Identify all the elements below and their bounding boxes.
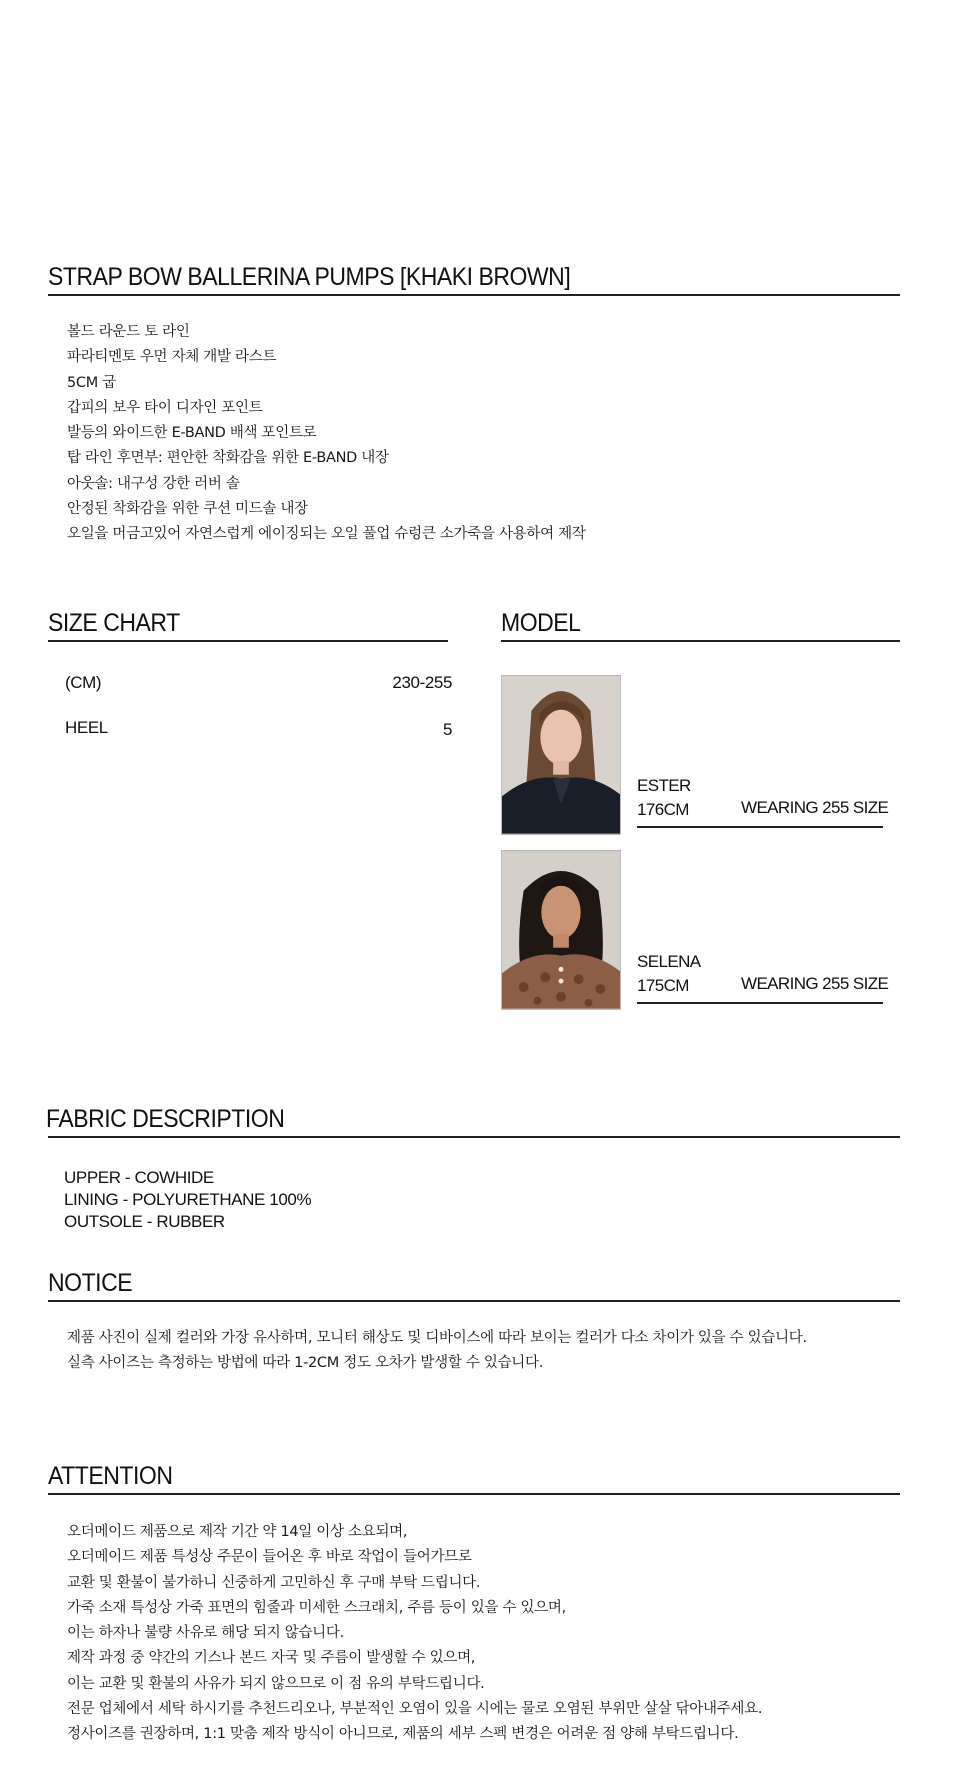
attention-line: 오더메이드 제품 특성상 주문이 들어온 후 바로 작업이 들어가므로 xyxy=(67,1549,472,1566)
product-title: STRAP BOW BALLERINA PUMPS [KHAKI BROWN] xyxy=(48,263,571,291)
fabric-line: OUTSOLE - RUBBER xyxy=(64,1212,225,1231)
model-height: 175CM xyxy=(637,976,689,995)
feature-item: 5CM 굽 xyxy=(67,374,116,391)
fabric-title: FABRIC DESCRIPTION xyxy=(46,1105,285,1133)
attention-line: 가죽 소재 특성상 가죽 표면의 힘줄과 미세한 스크래치, 주름 등이 있을 수 있으며, xyxy=(67,1599,566,1616)
notice-list xyxy=(67,1326,807,1377)
model-rule xyxy=(501,640,900,642)
size-row-label: HEEL xyxy=(65,718,108,737)
model-wearing-size: WEARING 255 SIZE xyxy=(741,798,889,817)
attention-line: 이는 교환 및 환불의 사유가 되지 않으므로 이 점 유의 부탁드립니다. xyxy=(67,1675,485,1692)
fabric-line: LINING - POLYURETHANE 100% xyxy=(64,1190,312,1209)
fabric-rule xyxy=(48,1136,900,1138)
model-wearing-size: WEARING 255 SIZE xyxy=(741,974,889,993)
model-selena-portrait xyxy=(502,851,620,1009)
fabric-line: UPPER - COWHIDE xyxy=(64,1168,214,1187)
attention-title: ATTENTION xyxy=(48,1462,173,1490)
size-chart-rule xyxy=(48,640,448,642)
notice-line: 제품 사진이 실제 컬러와 가장 유사하며, 모니터 해상도 및 디바이스에 따라 보이는 컬러가 다소 차이가 있을 수 있습니다. xyxy=(67,1330,807,1346)
size-row-value: 230-255 xyxy=(392,673,452,692)
model-height: 176CM xyxy=(637,800,689,819)
size-row-label: (CM) xyxy=(65,673,102,692)
attention-line: 정사이즈를 권장하며, 1:1 맞춤 제작 방식이 아니므로, 제품의 세부 스펙 변경은 어려운 점 양해 부탁드립니다. xyxy=(67,1726,739,1743)
attention-list xyxy=(67,1520,762,1748)
feature-item: 발등의 와이드한 E-BAND 배색 포인트로 xyxy=(67,425,317,442)
feature-item: 파라티멘토 우먼 자체 개발 라스트 xyxy=(67,349,277,366)
model-name: SELENA xyxy=(637,952,701,971)
model-info-rule xyxy=(637,826,883,828)
feature-item: 볼드 라운드 토 라인 xyxy=(67,324,190,340)
notice-rule xyxy=(48,1300,900,1302)
attention-line: 오더메이드 제품으로 제작 기간 약 14일 이상 소요되며, xyxy=(67,1524,408,1540)
attention-line: 이는 하자나 불량 사유로 해당 되지 않습니다. xyxy=(67,1625,344,1642)
model-ester-portrait xyxy=(502,676,620,834)
feature-item: 갑피의 보우 타이 디자인 포인트 xyxy=(67,399,263,416)
feature-item: 아웃솔: 내구성 강한 러버 솔 xyxy=(67,475,240,492)
model-name: ESTER xyxy=(637,776,691,795)
size-chart-title: SIZE CHART xyxy=(48,609,180,637)
feature-item: 탑 라인 후면부: 편안한 착화감을 위한 E-BAND 내장 xyxy=(67,450,389,467)
model-title: MODEL xyxy=(501,609,581,637)
fabric-list xyxy=(64,1167,311,1233)
model-selena-photo xyxy=(501,850,621,1010)
model-ester-photo xyxy=(501,675,621,835)
product-title-rule xyxy=(48,294,900,296)
attention-line: 전문 업체에서 세탁 하시기를 추천드리오나, 부분적인 오염이 있을 시에는 물로 오염된 부위만 살살 닦아내주세요. xyxy=(67,1701,763,1718)
attention-line: 제작 과정 중 약간의 기스나 본드 자국 및 주름이 발생할 수 있으며, xyxy=(67,1650,476,1667)
notice-line: 실측 사이즈는 측정하는 방법에 따라 1-2CM 정도 오차가 발생할 수 있습니다. xyxy=(67,1355,544,1372)
notice-title: NOTICE xyxy=(48,1269,133,1297)
feature-item: 안정된 착화감을 위한 쿠션 미드솔 내장 xyxy=(67,501,308,518)
attention-line: 교환 및 환불이 불가하니 신중하게 고민하신 후 구매 부탁 드립니다. xyxy=(67,1574,481,1591)
feature-item: 오일을 머금고있어 자연스럽게 에이징되는 오일 풀업 슈렁큰 소가죽을 사용하여 제작 xyxy=(67,526,586,543)
model-info-rule xyxy=(637,1002,883,1004)
attention-rule xyxy=(48,1493,900,1495)
feature-list xyxy=(67,320,586,548)
size-row-value: 5 xyxy=(442,720,452,739)
